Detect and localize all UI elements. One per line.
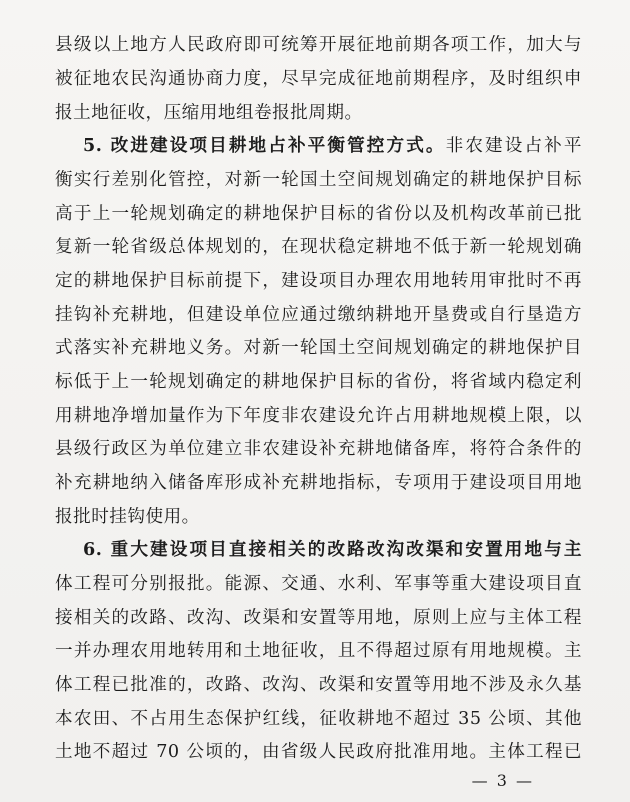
- paragraph-5-heading: 5. 改进建设项目耕地占补平衡管控方式。: [83, 135, 446, 156]
- text-line: 用耕地净增加量作为下年度非农建设允许占用耕地规模上限，以: [55, 406, 582, 426]
- text-line: 县级以上地方人民政府即可统筹开展征地前期各项工作，加大与: [55, 35, 582, 55]
- text-line: 接相关的改路、改沟、改渠和安置等用地，原则上应与主体工程: [55, 608, 582, 628]
- text-line: 高于上一轮规划确定的耕地保护目标的省份以及机构改革前已批: [55, 204, 582, 224]
- text-line: 标低于上一轮规划确定的耕地保护目标的省份，将省域内稳定利: [55, 372, 582, 392]
- text-line: 报批时挂钩使用。: [55, 507, 200, 527]
- paragraph-5-text: 非农建设占补平: [445, 136, 582, 156]
- text-line: 被征地农民沟通协商力度，尽早完成征地前期程序，及时组织申: [55, 69, 582, 89]
- paragraph-6-heading: 6. 重大建设项目直接相关的改路改沟改渠和安置用地与主: [83, 539, 582, 560]
- text-line: 衡实行差别化管控，对新一轮国土空间规划确定的耕地保护目标: [55, 170, 582, 190]
- text-line: 挂钩补充耕地，但建设单位应通过缴纳耕地开垦费或自行垦造方: [55, 305, 582, 325]
- paragraph-5-first-line: [83, 131, 582, 161]
- page-number: — 3 —: [471, 771, 534, 790]
- text-line: 土地不超过 70 公顷的，由省级人民政府批准用地。主体工程已: [55, 742, 582, 762]
- text-line: 式落实补充耕地义务。对新一轮国土空间规划确定的耕地保护目: [55, 338, 582, 358]
- text-line: 定的耕地保护目标前提下，建设项目办理农用地转用审批时不再: [55, 271, 582, 291]
- text-line: 本农田、不占用生态保护红线，征收耕地不超过 35 公顷、其他: [55, 709, 582, 729]
- text-line: 县级行政区为单位建立非农建设补充耕地储备库，将符合条件的: [55, 439, 582, 459]
- text-line: 复新一轮省级总体规划的，在现状稳定耕地不低于新一轮规划确: [55, 237, 582, 257]
- text-line: 报土地征收，压缩用地组卷报批周期。: [55, 103, 363, 123]
- text-line: 一并办理农用地转用和土地征收，且不得超过原有用地规模。主: [55, 641, 582, 661]
- text-line: 补充耕地纳入储备库形成补充耕地指标，专项用于建设项目用地: [55, 473, 582, 493]
- text-line: 体工程可分别报批。能源、交通、水利、军事等重大建设项目直: [55, 574, 582, 594]
- text-line: 体工程已批准的，改路、改沟、改渠和安置等用地不涉及永久基: [55, 675, 582, 695]
